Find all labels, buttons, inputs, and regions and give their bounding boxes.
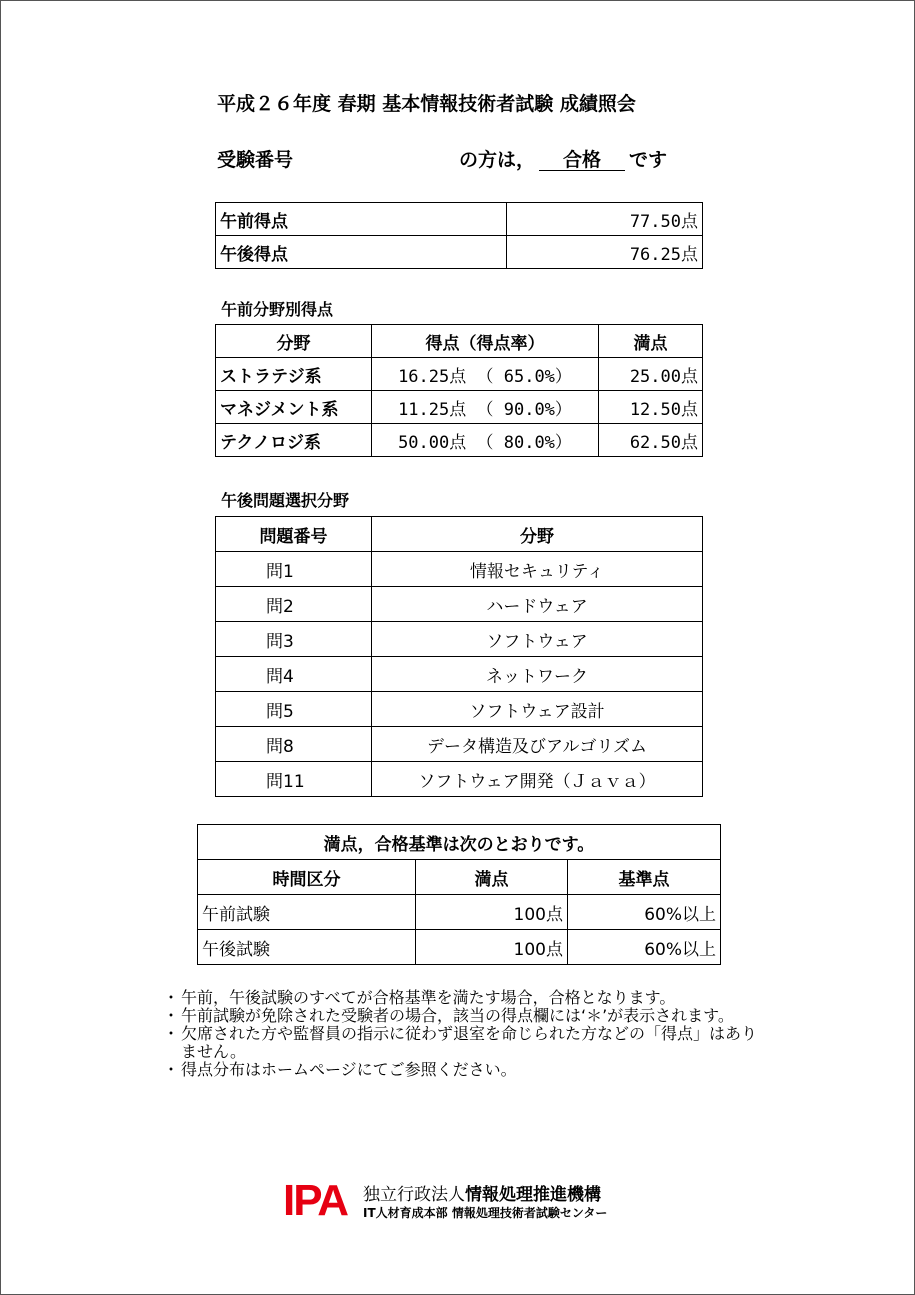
full-score: 25.00点	[599, 358, 703, 391]
rate: （ 90.0%）	[476, 399, 572, 420]
column-header: 得点（得点率）	[372, 325, 599, 358]
table-row	[216, 727, 703, 762]
am-fields-table	[215, 324, 703, 457]
column-header: 時間区分	[198, 860, 416, 895]
footer	[283, 1178, 643, 1224]
note-item: ・ 午前，午後試験のすべてが合格基準を満たす場合，合格となります。	[167, 989, 767, 1007]
field-name: マネジメント系	[216, 391, 372, 424]
criteria-caption: 満点，合格基準は次のとおりです。	[198, 825, 721, 860]
question-field: ハードウェア	[372, 587, 703, 622]
period: 午後試験	[198, 930, 416, 965]
table-row	[198, 930, 721, 965]
exam-number-label: 受験番号	[217, 149, 294, 171]
question-field: データ構造及びアルゴリズム	[372, 727, 703, 762]
question-number: 問8	[216, 727, 372, 762]
table-header-row	[216, 517, 703, 552]
score-value: 76.25点	[507, 236, 703, 269]
question-number: 問1	[216, 552, 372, 587]
question-number: 問11	[216, 762, 372, 797]
table-row	[216, 236, 703, 269]
column-header: 分野	[216, 325, 372, 358]
question-field: ソフトウェア開発（Ｊａｖａ）	[372, 762, 703, 797]
pass-score: 60%以上	[568, 930, 721, 965]
note-item: ・ 得点分布はホームページにてご参照ください。	[167, 1061, 767, 1079]
column-header: 基準点	[568, 860, 721, 895]
question-number: 問5	[216, 692, 372, 727]
pm-selection-table	[215, 516, 703, 797]
score-label: 午後得点	[216, 236, 507, 269]
table-header-row	[216, 325, 703, 358]
score: 16.25点	[398, 366, 467, 387]
ipa-logo: IPA	[283, 1176, 348, 1225]
question-field: ネットワーク	[372, 657, 703, 692]
table-row	[216, 391, 703, 424]
question-number: 問2	[216, 587, 372, 622]
score-label: 午前得点	[216, 203, 507, 236]
field-name: テクノロジ系	[216, 424, 372, 457]
table-row	[216, 552, 703, 587]
table-caption-row	[198, 825, 721, 860]
result-line	[459, 145, 667, 172]
table-row	[216, 587, 703, 622]
score: 11.25点	[398, 399, 467, 420]
field-score	[372, 358, 599, 391]
column-header: 満点	[599, 325, 703, 358]
table-row	[216, 657, 703, 692]
question-field: 情報セキュリティ	[372, 552, 703, 587]
result-prefix: の方は，	[459, 149, 536, 171]
field-score	[372, 391, 599, 424]
organization-name	[363, 1180, 601, 1205]
table-row	[216, 424, 703, 457]
question-number: 問4	[216, 657, 372, 692]
column-header: 分野	[372, 517, 703, 552]
rate: （ 80.0%）	[476, 432, 572, 453]
table-row	[216, 692, 703, 727]
table-header-row	[198, 860, 721, 895]
page-title: 平成２６年度 春期 基本情報技術者試験 成績照会	[217, 93, 636, 115]
pass-score: 60%以上	[568, 895, 721, 930]
score: 50.00点	[398, 432, 467, 453]
table-row	[216, 762, 703, 797]
table-row	[216, 622, 703, 657]
table-row	[198, 895, 721, 930]
rate: （ 65.0%）	[476, 366, 572, 387]
column-header: 問題番号	[216, 517, 372, 552]
full-score: 100点	[416, 895, 568, 930]
table-row	[216, 358, 703, 391]
full-score: 100点	[416, 930, 568, 965]
score-summary-table	[215, 202, 703, 269]
table-row	[216, 203, 703, 236]
field-score	[372, 424, 599, 457]
question-number: 問3	[216, 622, 372, 657]
am-fields-heading: 午前分野別得点	[221, 300, 334, 319]
full-score: 12.50点	[599, 391, 703, 424]
pm-selection-heading: 午後問題選択分野	[221, 491, 350, 510]
result-suffix: です	[629, 149, 668, 171]
note-item: ・ 午前試験が免除された受験者の場合，該当の得点欄には‘＊’が表示されます。	[167, 1007, 767, 1025]
notes-list	[167, 989, 767, 1079]
org-name: 情報処理推進機構	[465, 1185, 601, 1205]
criteria-table	[197, 824, 721, 965]
full-score: 62.50点	[599, 424, 703, 457]
org-prefix: 独立行政法人	[363, 1185, 465, 1205]
result-value: 合格	[539, 150, 625, 171]
division-name: IT人材育成本部 情報処理技術者試験センター	[363, 1206, 608, 1220]
question-field: ソフトウェア設計	[372, 692, 703, 727]
note-item: ・ 欠席された方や監督員の指示に従わず退室を命じられた方などの「得点」はありません。	[167, 1025, 767, 1061]
column-header: 満点	[416, 860, 568, 895]
score-value: 77.50点	[507, 203, 703, 236]
question-field: ソフトウェア	[372, 622, 703, 657]
field-name: ストラテジ系	[216, 358, 372, 391]
period: 午前試験	[198, 895, 416, 930]
